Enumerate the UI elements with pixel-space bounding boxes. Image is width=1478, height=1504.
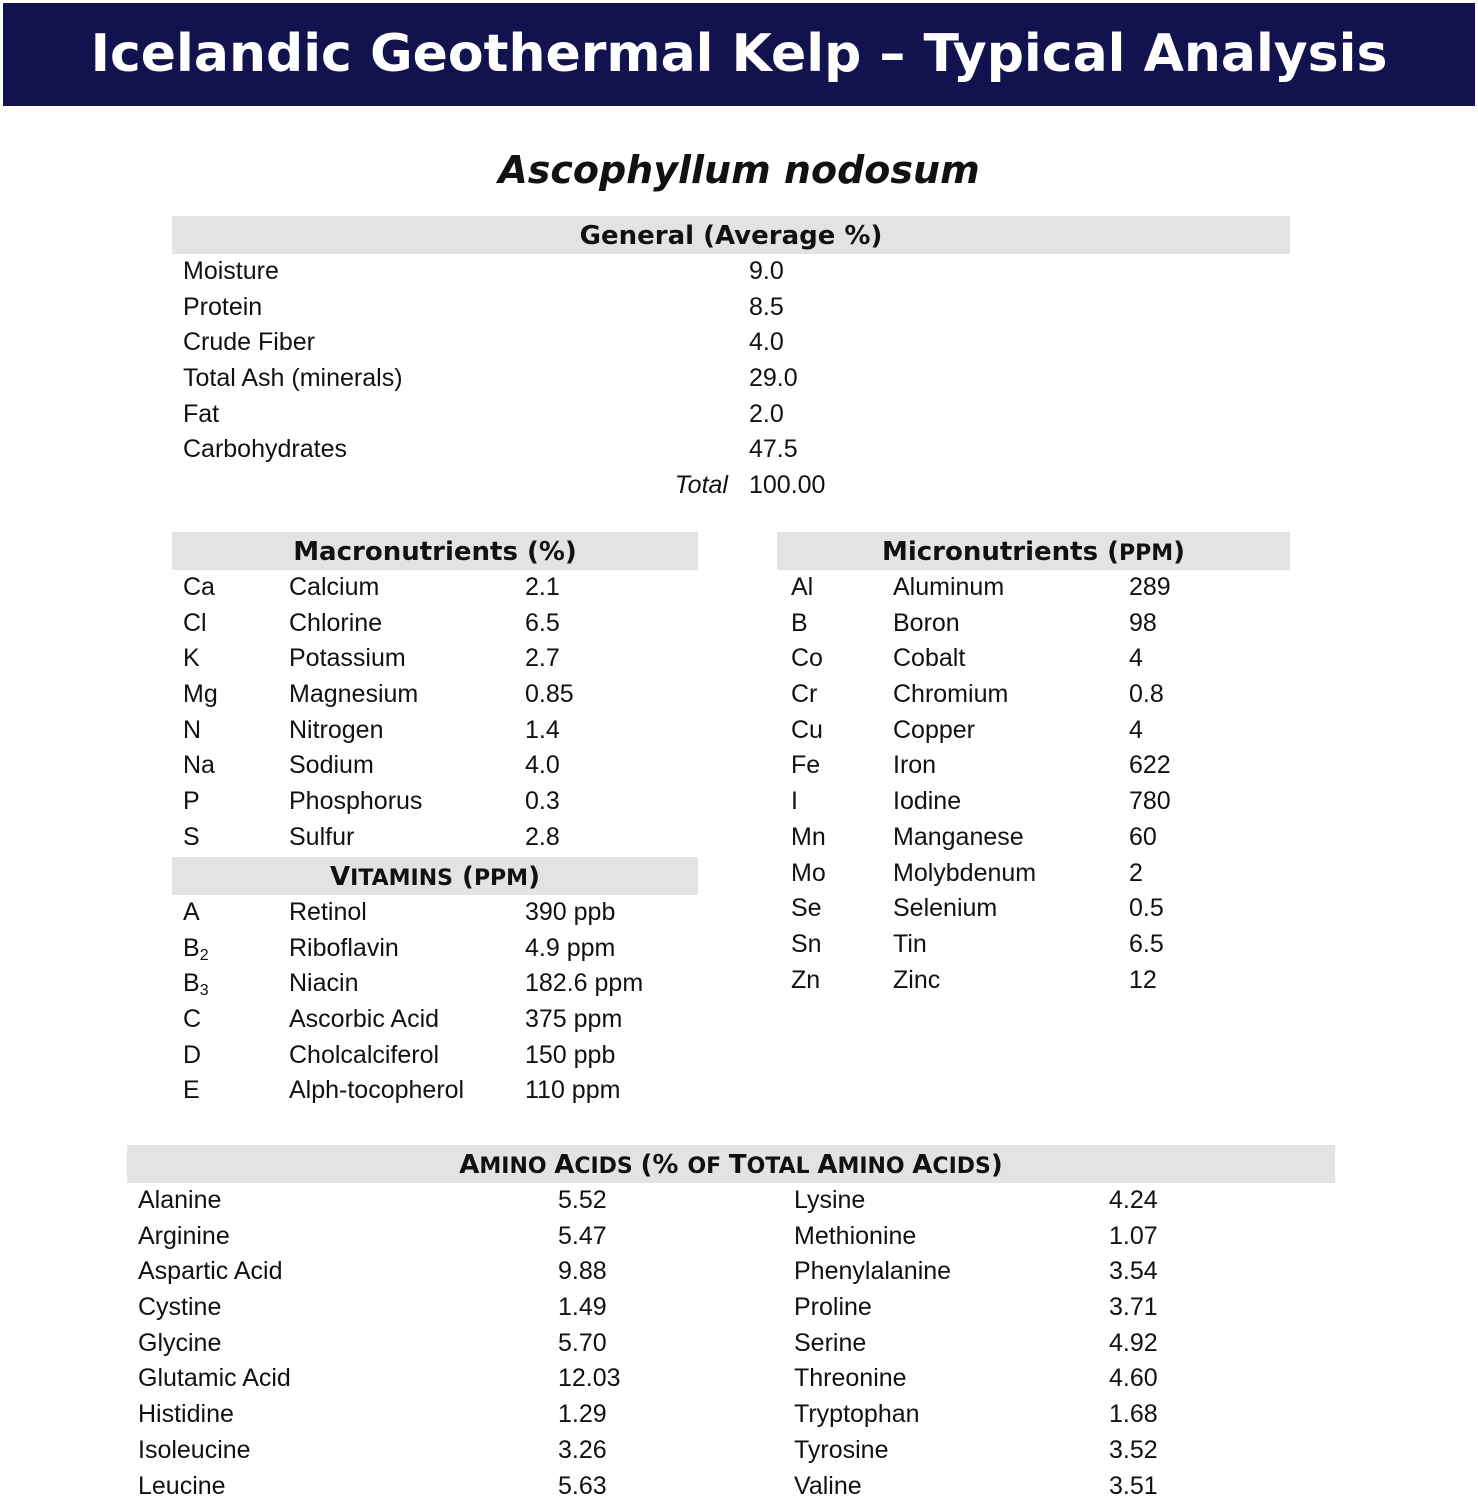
amino-acid-name: Isoleucine <box>138 1433 251 1469</box>
element-name: Tin <box>893 927 927 963</box>
element-symbol: P <box>183 784 200 820</box>
vitamins-section <box>172 857 698 1109</box>
element-value: 0.8 <box>1129 677 1164 713</box>
amino-acid-name: Threonine <box>794 1361 907 1397</box>
element-symbol: Cu <box>791 713 823 749</box>
micronutrient-row <box>777 891 1290 927</box>
general-row <box>172 361 1290 397</box>
amino-acid-row <box>127 1254 1335 1290</box>
element-symbol: Fe <box>791 748 820 784</box>
amino-acids-section <box>127 1145 1335 1504</box>
amino-acid-row <box>127 1469 1335 1504</box>
element-name: Selenium <box>893 891 997 927</box>
element-symbol: Mo <box>791 856 826 892</box>
micronutrient-row <box>777 963 1290 999</box>
vitamin-name: Alph-tocopherol <box>289 1073 464 1109</box>
amino-acid-row <box>127 1397 1335 1433</box>
general-value: 8.5 <box>749 290 784 326</box>
general-total-row <box>172 468 1290 504</box>
amino-acid-value: 5.70 <box>558 1326 607 1362</box>
micronutrient-row <box>777 784 1290 820</box>
amino-acid-value: 1.29 <box>558 1397 607 1433</box>
amino-acid-name: Lysine <box>794 1183 865 1219</box>
amino-acid-value: 5.52 <box>558 1183 607 1219</box>
micronutrients-heading: Micronutrients (PPM) <box>777 532 1290 570</box>
micronutrient-row <box>777 570 1290 606</box>
amino-acid-name: Tyrosine <box>794 1433 888 1469</box>
macronutrient-row <box>172 820 698 856</box>
general-row <box>172 397 1290 433</box>
vitamin-value: 390 ppb <box>525 895 615 931</box>
general-value: 47.5 <box>749 432 798 468</box>
element-symbol: I <box>791 784 798 820</box>
amino-acid-name: Proline <box>794 1290 872 1326</box>
element-symbol: Zn <box>791 963 820 999</box>
vitamins-heading: VITAMINS (PPM) <box>172 857 698 895</box>
element-symbol: K <box>183 641 200 677</box>
macronutrient-row <box>172 570 698 606</box>
page-title: Icelandic Geothermal Kelp – Typical Analysis <box>91 24 1388 84</box>
amino-acid-name: Methionine <box>794 1219 916 1255</box>
vitamin-name: Ascorbic Acid <box>289 1002 439 1038</box>
general-value: 29.0 <box>749 361 798 397</box>
element-name: Sulfur <box>289 820 354 856</box>
amino-acid-row <box>127 1219 1335 1255</box>
vitamin-value: 150 ppb <box>525 1038 615 1074</box>
element-name: Sodium <box>289 748 374 784</box>
element-value: 4.0 <box>525 748 560 784</box>
total-label: Total <box>675 468 728 504</box>
amino-acid-name: Serine <box>794 1326 866 1362</box>
element-value: 622 <box>1129 748 1171 784</box>
general-name: Carbohydrates <box>183 432 347 468</box>
element-value: 4 <box>1129 641 1143 677</box>
macronutrient-row <box>172 677 698 713</box>
total-value: 100.00 <box>749 468 825 504</box>
amino-acid-value: 3.71 <box>1109 1290 1158 1326</box>
micronutrient-row <box>777 606 1290 642</box>
amino-acid-name: Leucine <box>138 1469 226 1504</box>
vitamin-row <box>172 1038 698 1074</box>
element-value: 0.3 <box>525 784 560 820</box>
general-section <box>172 216 1290 504</box>
amino-acid-value: 3.51 <box>1109 1469 1158 1504</box>
micronutrients-section <box>777 532 1290 998</box>
amino-acid-value: 4.60 <box>1109 1361 1158 1397</box>
micronutrient-row <box>777 748 1290 784</box>
amino-acid-row <box>127 1326 1335 1362</box>
element-value: 780 <box>1129 784 1171 820</box>
element-name: Calcium <box>289 570 379 606</box>
element-symbol: Al <box>791 570 813 606</box>
element-symbol: S <box>183 820 200 856</box>
macronutrients-rows <box>172 570 698 856</box>
macronutrients-heading: Macronutrients (%) <box>172 532 698 570</box>
element-value: 12 <box>1129 963 1157 999</box>
macronutrient-row <box>172 641 698 677</box>
micronutrient-row <box>777 677 1290 713</box>
vitamin-symbol: $B_2$ <box>183 931 209 967</box>
element-symbol: Co <box>791 641 823 677</box>
vitamin-row <box>172 931 698 967</box>
element-name: Zinc <box>893 963 940 999</box>
amino-acid-value: 5.47 <box>558 1219 607 1255</box>
amino-acid-value: 1.49 <box>558 1290 607 1326</box>
element-value: 2.8 <box>525 820 560 856</box>
vitamin-name: Cholcalciferol <box>289 1038 439 1074</box>
element-symbol: Mn <box>791 820 826 856</box>
general-name: Crude Fiber <box>183 325 315 361</box>
general-value: 2.0 <box>749 397 784 433</box>
vitamin-row <box>172 966 698 1002</box>
amino-acid-name: Phenylalanine <box>794 1254 951 1290</box>
element-value: 98 <box>1129 606 1157 642</box>
macronutrient-row <box>172 784 698 820</box>
amino-acid-name: Glutamic Acid <box>138 1361 291 1397</box>
micronutrient-row <box>777 856 1290 892</box>
amino-acid-name: Cystine <box>138 1290 221 1326</box>
element-value: 60 <box>1129 820 1157 856</box>
element-name: Chromium <box>893 677 1008 713</box>
element-name: Manganese <box>893 820 1024 856</box>
vitamin-row <box>172 1002 698 1038</box>
amino-acid-name: Alanine <box>138 1183 221 1219</box>
element-value: 0.5 <box>1129 891 1164 927</box>
general-name: Moisture <box>183 254 279 290</box>
vitamin-name: Niacin <box>289 966 358 1002</box>
micronutrient-row <box>777 927 1290 963</box>
macronutrient-row <box>172 713 698 749</box>
amino-acid-value: 4.92 <box>1109 1326 1158 1362</box>
amino-acid-value: 4.24 <box>1109 1183 1158 1219</box>
amino-acid-value: 3.54 <box>1109 1254 1158 1290</box>
element-symbol: Cl <box>183 606 207 642</box>
element-name: Potassium <box>289 641 406 677</box>
general-value: 4.0 <box>749 325 784 361</box>
vitamins-rows <box>172 895 698 1109</box>
element-name: Nitrogen <box>289 713 384 749</box>
general-heading: General (Average %) <box>172 216 1290 254</box>
general-row <box>172 432 1290 468</box>
amino-acid-name: Glycine <box>138 1326 221 1362</box>
element-name: Copper <box>893 713 975 749</box>
element-name: Molybdenum <box>893 856 1036 892</box>
amino-acid-row <box>127 1183 1335 1219</box>
species-subtitle: Ascophyllum nodosum <box>0 144 1478 196</box>
amino-acid-row <box>127 1290 1335 1326</box>
amino-acid-row <box>127 1433 1335 1469</box>
micronutrients-rows <box>777 570 1290 998</box>
amino-acid-name: Valine <box>794 1469 862 1504</box>
element-name: Cobalt <box>893 641 965 677</box>
vitamin-symbol: C <box>183 1002 201 1038</box>
vitamin-symbol: $B_3$ <box>183 966 209 1002</box>
general-name: Fat <box>183 397 219 433</box>
vitamin-row <box>172 1073 698 1109</box>
macronutrient-row <box>172 748 698 784</box>
element-value: 289 <box>1129 570 1171 606</box>
vitamin-symbol: E <box>183 1073 200 1109</box>
element-symbol: Sn <box>791 927 822 963</box>
micronutrient-row <box>777 641 1290 677</box>
amino-acid-value: 1.68 <box>1109 1397 1158 1433</box>
vitamin-value: 375 ppm <box>525 1002 622 1038</box>
element-value: 4 <box>1129 713 1143 749</box>
element-name: Magnesium <box>289 677 418 713</box>
micronutrient-row <box>777 820 1290 856</box>
amino-acid-value: 9.88 <box>558 1254 607 1290</box>
amino-acid-name: Aspartic Acid <box>138 1254 283 1290</box>
element-name: Boron <box>893 606 960 642</box>
element-value: 2 <box>1129 856 1143 892</box>
element-name: Iodine <box>893 784 961 820</box>
amino-acid-value: 12.03 <box>558 1361 621 1397</box>
amino-acids-heading: AMINO ACIDS (% OF TOTAL AMINO ACIDS) <box>127 1145 1335 1183</box>
amino-acid-value: 3.26 <box>558 1433 607 1469</box>
element-value: 6.5 <box>525 606 560 642</box>
vitamin-symbol: D <box>183 1038 201 1074</box>
amino-acid-name: Tryptophan <box>794 1397 920 1433</box>
element-name: Iron <box>893 748 936 784</box>
macronutrients-section <box>172 532 698 856</box>
title-banner <box>3 3 1475 106</box>
element-symbol: Mg <box>183 677 218 713</box>
vitamin-name: Riboflavin <box>289 931 399 967</box>
macronutrient-row <box>172 606 698 642</box>
element-symbol: Se <box>791 891 822 927</box>
vitamin-name: Retinol <box>289 895 367 931</box>
vitamin-value: 110 ppm <box>525 1073 620 1109</box>
element-name: Phosphorus <box>289 784 422 820</box>
element-value: 2.1 <box>525 570 560 606</box>
amino-acid-value: 5.63 <box>558 1469 607 1504</box>
amino-acid-value: 1.07 <box>1109 1219 1158 1255</box>
element-name: Chlorine <box>289 606 382 642</box>
element-symbol: Ca <box>183 570 215 606</box>
element-symbol: Cr <box>791 677 817 713</box>
vitamin-value: 182.6 ppm <box>525 966 643 1002</box>
general-name: Total Ash (minerals) <box>183 361 403 397</box>
vitamin-value: 4.9 ppm <box>525 931 615 967</box>
element-symbol: N <box>183 713 201 749</box>
general-value: 9.0 <box>749 254 784 290</box>
vitamin-row <box>172 895 698 931</box>
element-value: 2.7 <box>525 641 560 677</box>
general-row <box>172 290 1290 326</box>
amino-acid-name: Arginine <box>138 1219 230 1255</box>
micronutrient-row <box>777 713 1290 749</box>
element-symbol: B <box>791 606 808 642</box>
general-rows <box>172 254 1290 468</box>
element-symbol: Na <box>183 748 215 784</box>
general-row <box>172 254 1290 290</box>
amino-acid-value: 3.52 <box>1109 1433 1158 1469</box>
general-row <box>172 325 1290 361</box>
element-value: 6.5 <box>1129 927 1164 963</box>
amino-acid-name: Histidine <box>138 1397 234 1433</box>
element-name: Aluminum <box>893 570 1004 606</box>
element-value: 1.4 <box>525 713 560 749</box>
amino-acids-rows <box>127 1183 1335 1504</box>
amino-acid-row <box>127 1361 1335 1397</box>
vitamin-symbol: A <box>183 895 200 931</box>
element-value: 0.85 <box>525 677 574 713</box>
general-name: Protein <box>183 290 262 326</box>
